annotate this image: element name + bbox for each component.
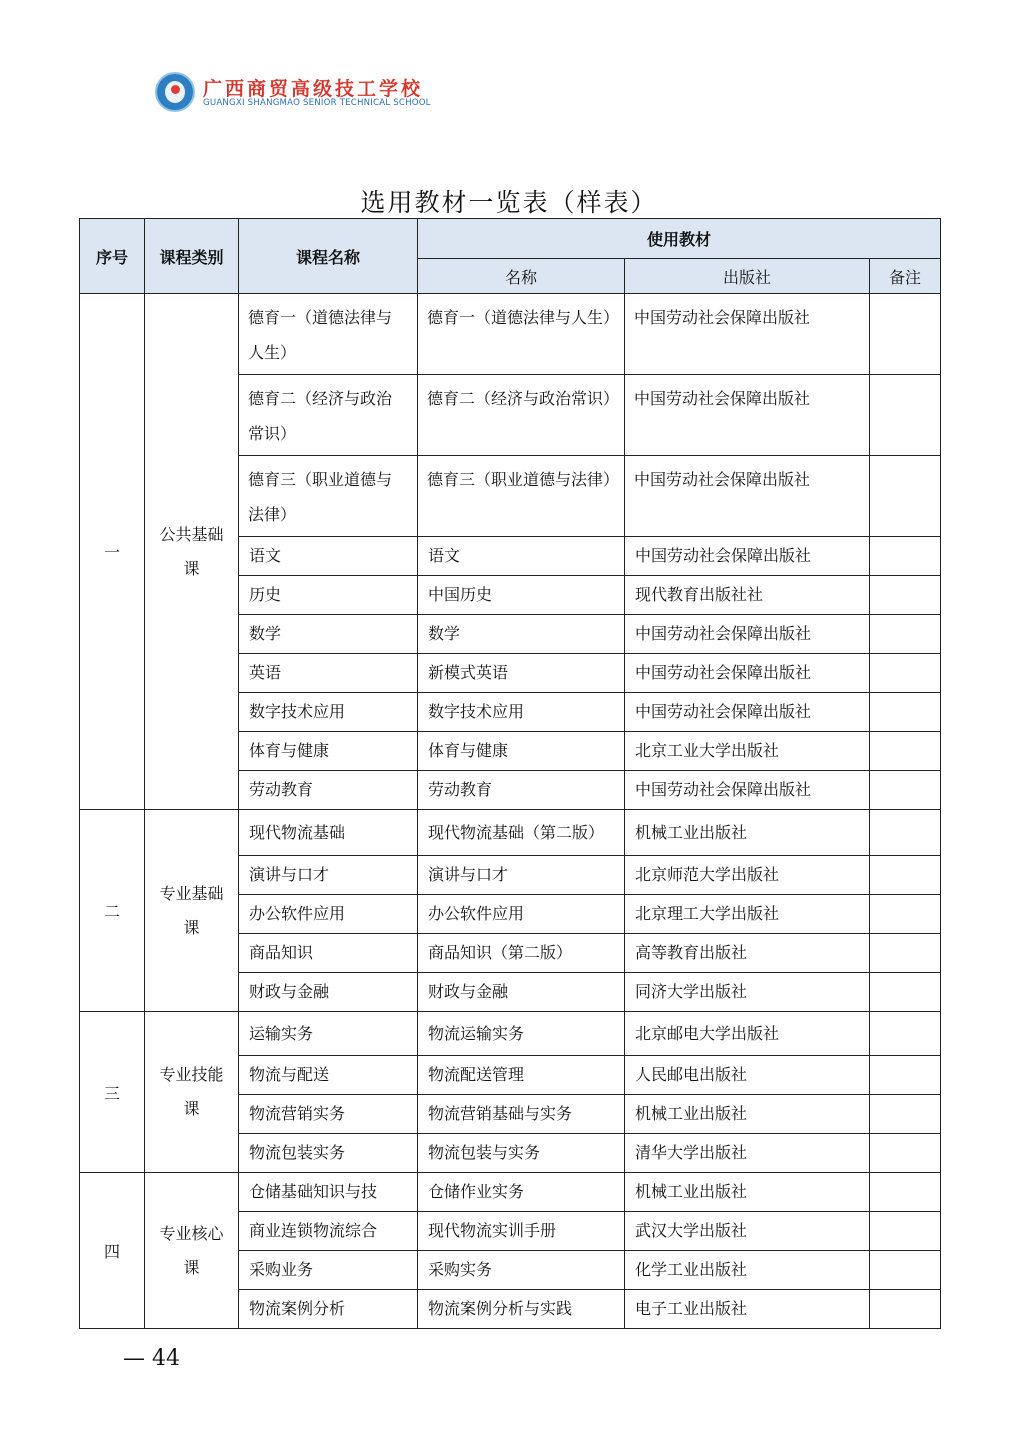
course-name-text: 商品知识 <box>249 943 314 962</box>
remark-cell <box>870 615 941 654</box>
course-name-text: 办公软件应用 <box>249 904 346 923</box>
publisher-name-text: 清华大学出版社 <box>635 1143 748 1162</box>
publisher-name-text: 中国劳动社会保障出版社 <box>634 308 811 327</box>
book-name-text: 数字技术应用 <box>428 702 525 721</box>
course-name <box>239 537 418 576</box>
publisher-name <box>625 615 870 654</box>
book-name <box>418 375 625 456</box>
publisher-name <box>625 771 870 810</box>
publisher-name <box>625 895 870 934</box>
book-name-text: 采购实务 <box>428 1260 493 1279</box>
publisher-name <box>625 1290 870 1329</box>
course-name-text: 语文 <box>249 546 282 565</box>
book-name-text: 新模式英语 <box>428 663 509 682</box>
course-name <box>239 771 418 810</box>
school-header <box>155 72 475 116</box>
publisher-name-text: 中国劳动社会保障出版社 <box>634 389 811 408</box>
table-row <box>80 294 941 375</box>
publisher-name <box>625 732 870 771</box>
publisher-name-text: 北京邮电大学出版社 <box>635 1023 780 1043</box>
book-name <box>418 1012 625 1056</box>
remark-cell <box>870 810 941 856</box>
course-name-text: 商业连锁物流综合 <box>249 1221 378 1240</box>
publisher-name-text: 现代教育出版社社 <box>635 585 764 604</box>
page-number: — 44 <box>123 1346 180 1371</box>
course-name <box>239 895 418 934</box>
book-name <box>418 732 625 771</box>
remark-cell-text <box>870 456 940 466</box>
book-name-text: 演讲与口才 <box>428 865 509 884</box>
course-name <box>239 1173 418 1212</box>
school-name-en: GUANGXI SHANGMAO SENIOR TECHNICAL SCHOOL <box>203 98 431 108</box>
book-name <box>418 693 625 732</box>
book-name-text: 物流营销基础与实务 <box>428 1104 573 1123</box>
publisher-name <box>625 856 870 895</box>
remark-cell <box>870 654 941 693</box>
group-category <box>145 294 239 810</box>
publisher-name <box>625 693 870 732</box>
table-row <box>80 1173 941 1212</box>
book-name-text: 物流包装与实务 <box>428 1143 541 1162</box>
book-name-text: 现代物流实训手册 <box>428 1221 557 1240</box>
course-name-text: 德育一（道德法律与人生） <box>248 308 393 362</box>
course-name <box>239 1012 418 1056</box>
course-name <box>239 615 418 654</box>
course-name-text: 仓储基础知识与技 <box>249 1182 378 1201</box>
remark-cell <box>870 456 941 537</box>
book-name <box>418 294 625 375</box>
school-logo-icon <box>155 72 195 112</box>
course-name <box>239 732 418 771</box>
publisher-name-text: 中国劳动社会保障出版社 <box>635 780 812 799</box>
remark-cell <box>870 1012 941 1056</box>
remark-cell <box>870 1173 941 1212</box>
course-name <box>239 1251 418 1290</box>
group-index: 一 <box>80 294 145 810</box>
course-name <box>239 1056 418 1095</box>
publisher-name-text: 化学工业出版社 <box>635 1260 748 1279</box>
course-name-text: 物流包装实务 <box>249 1143 346 1162</box>
header-book-name: 名称 <box>418 259 625 294</box>
group-index: 三 <box>80 1012 145 1173</box>
book-name-text: 现代物流基础（第二版） <box>428 822 605 842</box>
course-name-text: 采购业务 <box>249 1260 314 1279</box>
publisher-name <box>625 375 870 456</box>
category-label: 公共基础课 <box>159 524 224 578</box>
remark-cell <box>870 294 941 375</box>
remark-cell <box>870 1095 941 1134</box>
remark-cell <box>870 1056 941 1095</box>
publisher-name <box>625 654 870 693</box>
header-remark: 备注 <box>870 259 941 294</box>
book-name-text: 数学 <box>428 624 461 643</box>
remark-cell <box>870 856 941 895</box>
header-textbook-group: 使用教材 <box>418 219 941 259</box>
course-name <box>239 375 418 456</box>
publisher-name <box>625 1012 870 1056</box>
course-name-text: 现代物流基础 <box>249 822 346 842</box>
remark-cell <box>870 732 941 771</box>
publisher-name <box>625 973 870 1012</box>
category-label: 专业核心课 <box>159 1223 224 1277</box>
remark-cell <box>870 693 941 732</box>
remark-cell <box>870 1290 941 1329</box>
remark-cell <box>870 576 941 615</box>
remark-cell <box>870 1134 941 1173</box>
book-name <box>418 1134 625 1173</box>
school-name-cn: 广西商贸高级技工学校 <box>203 78 424 100</box>
course-name <box>239 1134 418 1173</box>
book-name <box>418 576 625 615</box>
group-index: 四 <box>80 1173 145 1329</box>
book-name <box>418 1212 625 1251</box>
publisher-name-text: 中国劳动社会保障出版社 <box>635 663 812 682</box>
group-index: 二 <box>80 810 145 1012</box>
course-name-text: 物流与配送 <box>249 1065 330 1084</box>
course-name-text: 英语 <box>249 663 282 682</box>
course-name <box>239 1095 418 1134</box>
book-name-text: 商品知识（第二版） <box>428 943 573 962</box>
book-name-text: 德育一（道德法律与人生） <box>427 308 620 327</box>
publisher-name-text: 北京工业大学出版社 <box>635 741 780 760</box>
course-name <box>239 934 418 973</box>
book-name-text: 仓储作业实务 <box>428 1182 525 1201</box>
book-name <box>418 654 625 693</box>
publisher-name-text: 机械工业出版社 <box>635 822 748 842</box>
remark-cell <box>870 895 941 934</box>
course-name-text: 德育二（经济与政治常识） <box>248 389 393 443</box>
book-name-text: 语文 <box>428 546 461 565</box>
book-name <box>418 1290 625 1329</box>
remark-cell <box>870 934 941 973</box>
book-name-text: 物流运输实务 <box>428 1023 525 1043</box>
book-name-text: 中国历史 <box>428 585 493 604</box>
course-name <box>239 856 418 895</box>
publisher-name <box>625 1251 870 1290</box>
book-name <box>418 1251 625 1290</box>
publisher-name-text: 机械工业出版社 <box>635 1182 748 1201</box>
publisher-name-text: 中国劳动社会保障出版社 <box>635 624 812 643</box>
header-course: 课程名称 <box>239 219 418 294</box>
course-name <box>239 294 418 375</box>
course-name-text: 数学 <box>249 624 282 643</box>
book-name <box>418 615 625 654</box>
book-name-text: 德育二（经济与政治常识） <box>427 389 620 408</box>
publisher-name <box>625 810 870 856</box>
publisher-name <box>625 1095 870 1134</box>
course-name <box>239 654 418 693</box>
book-name <box>418 1056 625 1095</box>
publisher-name <box>625 537 870 576</box>
remark-cell <box>870 537 941 576</box>
remark-cell <box>870 973 941 1012</box>
publisher-name-text: 北京理工大学出版社 <box>635 904 780 923</box>
header-index: 序号 <box>80 219 145 294</box>
category-label: 专业基础课 <box>159 883 224 937</box>
remark-cell <box>870 771 941 810</box>
publisher-name-text: 北京师范大学出版社 <box>635 865 780 884</box>
book-name <box>418 856 625 895</box>
publisher-name <box>625 1056 870 1095</box>
group-category <box>145 1012 239 1173</box>
course-name <box>239 456 418 537</box>
course-name-text: 历史 <box>249 585 282 604</box>
book-name-text: 劳动教育 <box>428 780 493 799</box>
book-name <box>418 771 625 810</box>
book-name-text: 物流配送管理 <box>428 1065 525 1084</box>
course-name-text: 演讲与口才 <box>249 865 330 884</box>
group-category <box>145 1173 239 1329</box>
remark-cell <box>870 375 941 456</box>
publisher-name-text: 武汉大学出版社 <box>635 1221 748 1240</box>
book-name-text: 财政与金融 <box>428 982 509 1001</box>
publisher-name-text: 人民邮电出版社 <box>635 1065 748 1084</box>
textbook-table <box>79 218 941 1329</box>
course-name <box>239 810 418 856</box>
publisher-name <box>625 1173 870 1212</box>
book-name <box>418 456 625 537</box>
publisher-name-text: 中国劳动社会保障出版社 <box>635 546 812 565</box>
course-name <box>239 1290 418 1329</box>
course-name-text: 体育与健康 <box>249 741 330 760</box>
course-name <box>239 1212 418 1251</box>
publisher-name-text: 同济大学出版社 <box>635 982 748 1001</box>
course-name <box>239 973 418 1012</box>
course-name-text: 物流案例分析 <box>249 1299 346 1318</box>
table-row <box>80 1012 941 1056</box>
table-row <box>80 810 941 856</box>
publisher-name-text: 中国劳动社会保障出版社 <box>634 470 811 489</box>
publisher-name <box>625 1212 870 1251</box>
course-name-text: 德育三（职业道德与法律） <box>248 470 393 524</box>
category-label: 专业技能课 <box>159 1065 224 1118</box>
book-name <box>418 810 625 856</box>
publisher-name <box>625 1134 870 1173</box>
course-name <box>239 693 418 732</box>
book-name <box>418 934 625 973</box>
document-title: 选用教材一览表（样表） <box>360 188 658 217</box>
remark-cell-text <box>870 294 940 304</box>
header-category: 课程类别 <box>145 219 239 294</box>
table-body <box>80 294 941 1329</box>
book-name-text: 办公软件应用 <box>428 904 525 923</box>
book-name-text: 体育与健康 <box>428 741 509 760</box>
book-name <box>418 1173 625 1212</box>
publisher-name-text: 电子工业出版社 <box>635 1299 748 1318</box>
group-category <box>145 810 239 1012</box>
course-name-text: 数字技术应用 <box>249 702 346 721</box>
book-name <box>418 895 625 934</box>
remark-cell <box>870 1212 941 1251</box>
book-name-text: 物流案例分析与实践 <box>428 1299 573 1318</box>
remark-cell <box>870 1251 941 1290</box>
publisher-name <box>625 456 870 537</box>
course-name-text: 物流营销实务 <box>249 1104 346 1123</box>
publisher-name <box>625 576 870 615</box>
book-name <box>418 973 625 1012</box>
course-name-text: 财政与金融 <box>249 982 330 1001</box>
header-publisher: 出版社 <box>625 259 870 294</box>
course-name <box>239 576 418 615</box>
course-name-text: 劳动教育 <box>249 780 314 799</box>
logo-dot <box>171 85 180 94</box>
publisher-name <box>625 294 870 375</box>
publisher-name-text: 中国劳动社会保障出版社 <box>635 702 812 721</box>
remark-cell-text <box>870 375 940 385</box>
book-name-text: 德育三（职业道德与法律） <box>427 470 620 489</box>
publisher-name <box>625 934 870 973</box>
book-name <box>418 537 625 576</box>
publisher-name-text: 机械工业出版社 <box>635 1104 748 1123</box>
publisher-name-text: 高等教育出版社 <box>635 943 748 962</box>
book-name <box>418 1095 625 1134</box>
course-name-text: 运输实务 <box>249 1023 314 1043</box>
